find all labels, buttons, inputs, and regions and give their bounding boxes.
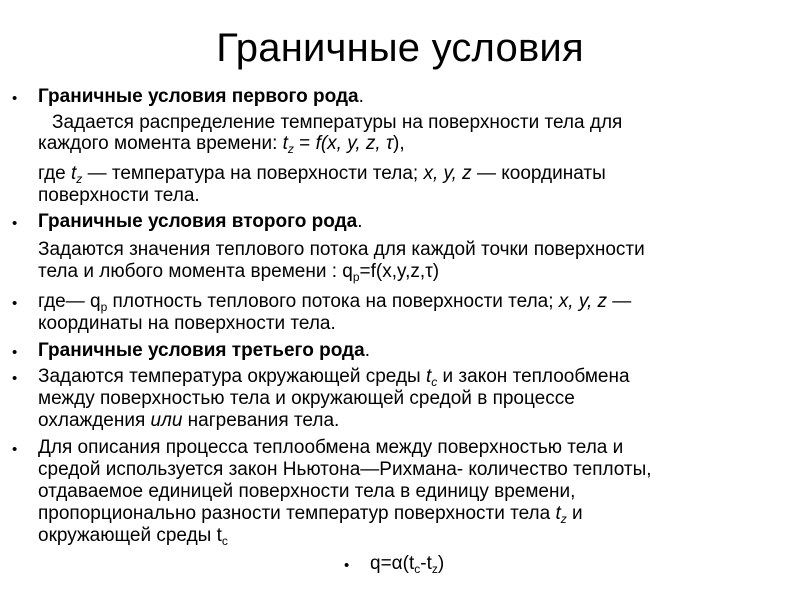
third-kind-heading — [38, 340, 370, 362]
flux-note-line-2: координаты на поверхности тела. — [38, 313, 336, 334]
coordinates-xyz: x, y, z — [558, 291, 608, 312]
newton-line-1: Для описания процесса теплообмена между поверхностью тела и — [38, 437, 624, 458]
third-kind-line-3 — [38, 410, 339, 432]
bullet-marker: • — [12, 441, 18, 458]
symbol-alpha: α — [391, 553, 403, 574]
text-run: — координаты — [471, 163, 606, 184]
text-run: охлаждения — [38, 410, 151, 431]
bullet-marker: • — [12, 295, 18, 312]
text-run: пропорционально разности температур поверхности тела — [38, 503, 556, 524]
italic-word-or: или — [150, 410, 183, 431]
bullet-marker: • — [12, 344, 18, 361]
symbol-tau: τ — [385, 133, 394, 154]
symbol-t: t — [282, 133, 288, 154]
text-run: нагревания тела. — [182, 410, 340, 431]
text-run: и закон теплообмена — [437, 366, 630, 387]
text-run: плотность теплового потока на поверхности тела; — [107, 291, 559, 312]
first-kind-heading — [38, 86, 364, 108]
text-run: (t — [402, 553, 415, 574]
text-run: где — [38, 163, 72, 184]
text-run: q= — [370, 553, 392, 574]
subscript: z — [560, 512, 567, 526]
text-run: ), — [393, 133, 405, 154]
subscript: c — [431, 375, 438, 389]
symbol-t: t — [555, 503, 561, 524]
text-run: -t — [420, 553, 432, 574]
text-run: и — [566, 503, 583, 524]
symbol-t: t — [71, 163, 77, 184]
function-expr: f(x, y, z, — [315, 133, 386, 154]
first-kind-line-2 — [38, 133, 405, 160]
text-run: где— q — [38, 291, 101, 312]
second-kind-heading-text: Граничные условия второго рода — [38, 211, 358, 232]
third-kind-heading-dot: . — [364, 340, 370, 361]
second-kind-line-2 — [38, 261, 439, 288]
coordinates-xyz: x, y, z — [423, 163, 472, 184]
bullet-marker: • — [12, 215, 18, 232]
first-kind-note-line-2: поверхности тела. — [38, 185, 200, 206]
text-run: ) — [432, 261, 440, 282]
bullet-marker: • — [12, 90, 18, 107]
bullet-marker: • — [12, 370, 18, 387]
text-run: — температура на поверхности тела; — [82, 163, 424, 184]
second-kind-heading — [38, 211, 363, 233]
symbol-tau: τ — [425, 261, 433, 282]
subscript: z — [287, 142, 294, 156]
newton-line-2: средой используется закон Ньютона—Рихмана- количество теплоты, — [38, 459, 652, 480]
first-kind-heading-dot: . — [358, 86, 364, 107]
text-run: тела и любого момента времени : q — [38, 261, 353, 282]
text-run: = — [293, 133, 316, 154]
text-run: ) — [437, 553, 445, 574]
subscript: c — [221, 534, 228, 548]
newton-line-5 — [38, 525, 228, 552]
subscript: z — [76, 172, 83, 186]
slide-title: Граничные условия — [216, 26, 584, 70]
text-run: каждого момента времени: — [38, 133, 283, 154]
subscript: c — [414, 562, 421, 576]
first-kind-heading-text: Граничные условия первого рода — [38, 86, 359, 107]
subscript: z — [431, 562, 438, 576]
text-run: =f(x,y,z, — [359, 261, 426, 282]
third-kind-line-2: между поверхностью тела и окружающей средой в процессе — [38, 388, 575, 409]
second-kind-heading-dot: . — [357, 211, 363, 232]
text-run: — — [607, 291, 632, 312]
text-run: окружающей среды t — [38, 525, 222, 546]
bullet-marker: • — [344, 557, 350, 574]
subscript: p — [352, 270, 360, 284]
text-run: Задаются температура окружающей среды — [38, 366, 426, 387]
newton-line-3: отдаваемое единицей поверхности тела в единицу времени, — [38, 481, 576, 502]
symbol-t: t — [425, 366, 432, 387]
first-kind-line-1: Задается распределение температуры на поверхности тела для — [52, 112, 623, 133]
subscript: p — [100, 300, 108, 314]
newton-richmann-formula — [370, 553, 444, 580]
second-kind-line-1: Задаются значения теплового потока для каждой точки поверхности — [38, 239, 645, 260]
third-kind-heading-text: Граничные условия третьего рода — [38, 340, 365, 361]
